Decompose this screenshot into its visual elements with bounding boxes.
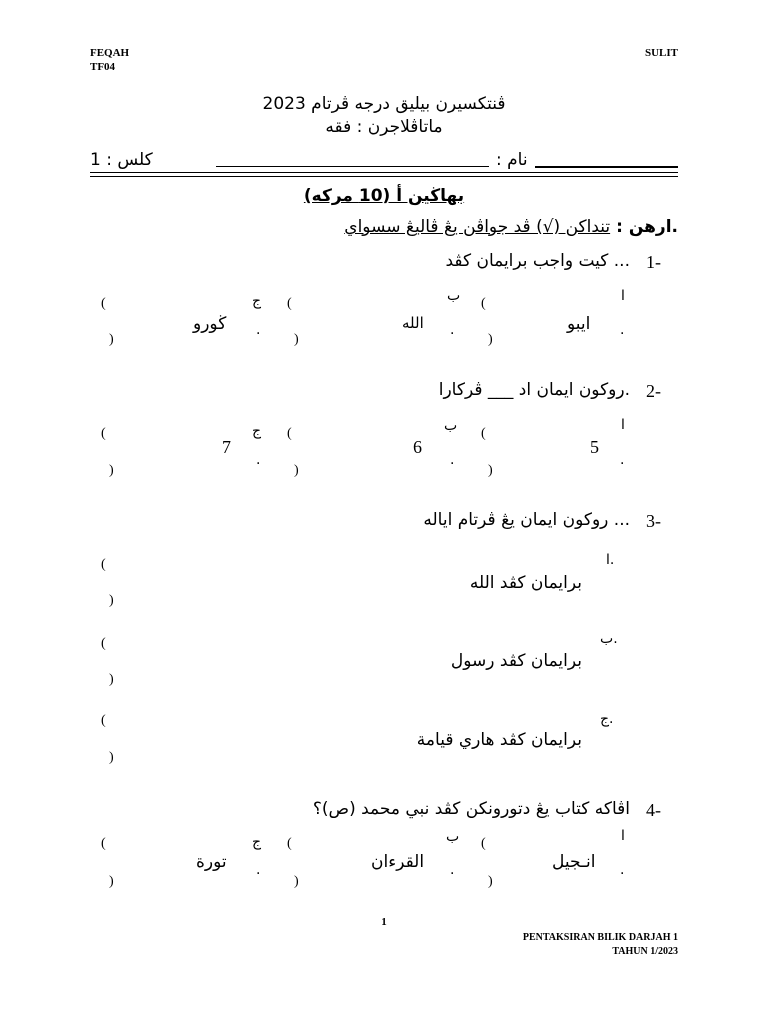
option-dot: .: [450, 322, 455, 338]
option-c-letter: ج: [252, 423, 262, 439]
answer-box-open[interactable]: (: [481, 426, 486, 441]
answer-box-open[interactable]: (: [101, 713, 106, 728]
option-dot: .: [620, 862, 625, 878]
answer-box-close[interactable]: ): [109, 463, 114, 478]
option-c-letter: ج: [252, 293, 262, 309]
answer-box-close[interactable]: ): [488, 332, 493, 347]
name-blank-line-2: [535, 166, 678, 168]
answer-box-close[interactable]: ): [294, 332, 299, 347]
option-a-letter: ا: [621, 288, 625, 304]
question-text: .روکون ايمان اد ___ ڤرکارا: [438, 380, 630, 400]
option-b-text: برايمان کڤد رسول: [450, 651, 582, 671]
option-dot: .: [256, 322, 261, 338]
answer-box-close[interactable]: ): [109, 750, 114, 765]
option-c-letter: ج: [252, 834, 262, 850]
option-dot: .: [620, 452, 625, 468]
answer-box-close[interactable]: ): [109, 332, 114, 347]
instruction-bold: .ارهن :: [616, 217, 678, 237]
name-label: نام :: [496, 150, 528, 170]
divider-top: [90, 172, 678, 173]
answer-box-open[interactable]: (: [101, 836, 106, 851]
option-a-text: انـجيل: [552, 852, 596, 872]
page-number: 1: [381, 916, 387, 928]
option-a-letter: ا.: [606, 552, 615, 568]
answer-box-close[interactable]: ): [109, 672, 114, 687]
option-dot: .: [256, 862, 261, 878]
option-c-text: تورة: [196, 852, 227, 872]
option-a-text: 5: [590, 437, 599, 457]
question-text: ... روکون ايمان يڠ ڤرتام اياله: [423, 510, 630, 530]
option-dot: .: [620, 322, 625, 338]
footer-line-1: PENTAKSIRAN BILIK DARJAH 1: [522, 932, 678, 943]
class-label: کلس : 1: [90, 150, 153, 170]
question-text: اڤاکه کتاب يڠ دتورونکن کڤد نبي محمد (ص)؟: [312, 799, 630, 819]
subject-code: TF04: [90, 61, 116, 73]
classification-label: SULIT: [644, 47, 678, 59]
option-a-text: برايمان کڤد الله: [469, 573, 582, 593]
answer-box-close[interactable]: ): [109, 593, 114, 608]
answer-box-close[interactable]: ): [109, 874, 114, 889]
option-c-letter: ج.: [600, 711, 614, 727]
answer-box-close[interactable]: ): [294, 463, 299, 478]
option-b-letter: ب: [444, 418, 458, 434]
divider-bottom: [90, 176, 678, 177]
exam-title: ڤنتکسيرن بيليق درجه ڤرتام 2023: [262, 94, 506, 114]
answer-box-close[interactable]: ): [488, 874, 493, 889]
answer-box-open[interactable]: (: [287, 426, 292, 441]
question-number: 1-: [646, 252, 661, 272]
footer-line-2: TAHUN 1/2023: [612, 946, 678, 957]
option-b-text: الله: [402, 314, 424, 332]
option-dot: .: [450, 862, 455, 878]
option-a-letter: ا: [621, 828, 625, 844]
answer-box-open[interactable]: (: [287, 836, 292, 851]
answer-box-close[interactable]: ): [488, 463, 493, 478]
option-dot: .: [256, 452, 261, 468]
subject-title: ماتاڤلاجرن : فقه: [325, 117, 443, 137]
answer-box-open[interactable]: (: [481, 296, 486, 311]
section-title: بهاڬين أ (10 مرکه): [303, 186, 465, 206]
name-blank-line: [216, 166, 489, 167]
option-a-letter: ا: [621, 417, 625, 433]
question-number: 3-: [646, 511, 661, 531]
option-c-text: برايمان کڤد هاري قيامة: [416, 730, 582, 750]
option-b-text: 6: [413, 437, 422, 457]
question-text: ... کيت واجب برايمان کڤد: [445, 251, 630, 271]
answer-box-open[interactable]: (: [287, 296, 292, 311]
instruction: [344, 217, 678, 237]
option-b-letter: ب: [447, 288, 461, 304]
instruction-text: تنداکن (√) ڤد جواڤن يڠ ڤاليڠ سسواي: [344, 217, 611, 237]
option-b-letter: ب: [446, 829, 460, 845]
option-dot: .: [450, 452, 455, 468]
question-number: 2-: [646, 381, 661, 401]
answer-box-open[interactable]: (: [101, 296, 106, 311]
answer-box-close[interactable]: ): [294, 874, 299, 889]
option-c-text: ڬورو: [193, 314, 227, 334]
question-number: 4-: [646, 800, 661, 820]
option-c-text: 7: [222, 437, 231, 457]
answer-box-open[interactable]: (: [101, 426, 106, 441]
answer-box-open[interactable]: (: [481, 836, 486, 851]
option-a-text: ايبو: [567, 314, 591, 334]
subject-label: FEQAH: [90, 47, 130, 59]
answer-box-open[interactable]: (: [101, 557, 106, 572]
option-b-letter: ب.: [600, 631, 618, 647]
answer-box-open[interactable]: (: [101, 636, 106, 651]
option-b-text: القرءان: [371, 852, 425, 872]
